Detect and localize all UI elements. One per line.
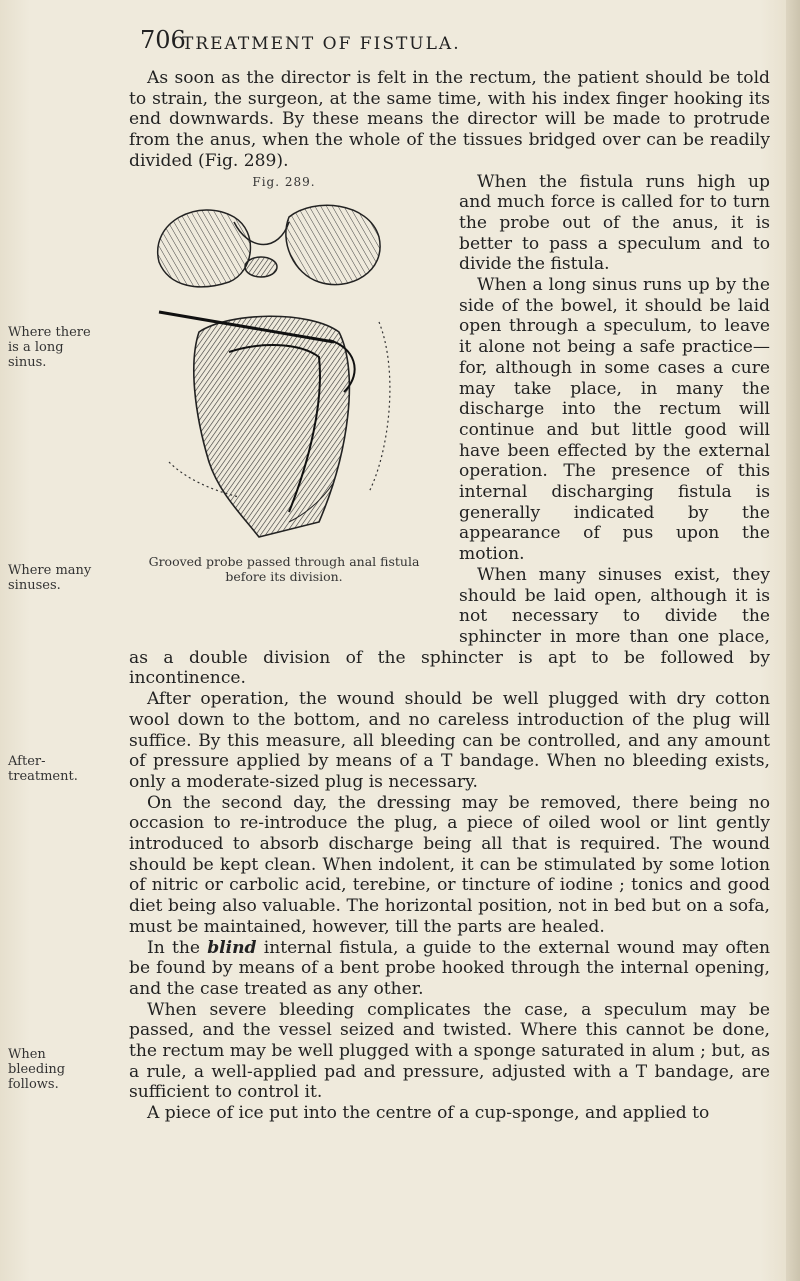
page-number: 706 [140, 26, 186, 54]
anal-fistula-probe-engraving-icon [139, 192, 429, 552]
paragraph-9: A piece of ice put into the centre of a cup-sponge, and applied to [147, 1103, 710, 1124]
figure-289 [119, 172, 449, 630]
paragraph-5: After operation, the wound should be well plugged with dry cotton wool down to the bottom, and no careless introduction of the plug will suffice. By this measure, all bleeding can be controlled, and any amount of pressure applied by means of a T bandage. When no bleeding exists, only a moderate-sized plug is necessary. [129, 689, 770, 792]
margin-note-many-sinuses: Where many sinuses. [8, 563, 92, 593]
margin-note-after-treatment: After-treatment. [8, 754, 78, 784]
paragraph-6: On the second day, the dressing may be removed, there being no occasion to re-introduce the plug, a piece of oiled wool or lint gently introduced to absorb discharge being all that is required. The wound should be kept clean. When indolent, it can be stimulated by some lotion of nitric or carbolic acid, terebine, or tincture of iodine ; tonics and good diet being also valuable. The horizontal position, not in bed but on a sofa, must be maintained, however, till the parts are healed. [129, 792, 770, 937]
paragraph-1: As soon as the director is felt in the rectum, the patient should be told to strain, the surgeon, at the same time, with his index finger hooking its end downwards. By these means the director will be made to protrude from the anus, when the whole of the tissues bridged over can be readily divided (Fig. 289). [129, 68, 770, 171]
figure-caption-line-2: before its division. [225, 568, 343, 584]
paragraph-7-emphasis: blind [207, 937, 257, 958]
paragraph-8: When severe bleeding complicates the case, a speculum may be passed, and the vessel seized and twisted. Where this cannot be done, the rectum may be well plugged with a sponge saturated in alum ; but, as a rule, a well-applied pad and pressure, adjusted with a T bandage, are sufficient to control it. [129, 999, 770, 1103]
paragraph-7 [129, 938, 770, 1000]
paragraph-2: When the fistula runs high up and much force is called for to turn the probe out of the anus, it is better to pass a speculum and to divide the fistula. [459, 171, 770, 275]
paragraph-7-end: internal fistula, a guide to the external wound may often be found by means of a bent probe hooked through the internal opening, and the case treated as any other. [129, 937, 770, 999]
margin-note-bleeding: When bleeding follows. [8, 1047, 66, 1092]
paragraph-7-start: In the [147, 937, 208, 958]
margin-note-long-sinus: Where there is a long sinus. [8, 325, 91, 370]
paragraph-4: When many sinuses exist, they should be laid open, although it is not necessary to divide the sphincter in more than one place, as a double division of the sphincter is apt to be followed by incontinence. [129, 564, 770, 689]
paragraph-3: When a long sinus runs up by the side of the bowel, it should be laid open through a speculum, to leave it alone not being a safe practice—for, although in some cases a cure may take place, in many the discharge into the rectum will continue and but little good will have been effected by the external operation. The presence of this internal discharging fistula is generally indicated by the appearance of pus upon the motion. [459, 275, 770, 565]
page-header [140, 26, 740, 66]
page-edge [786, 0, 800, 1281]
figure-label: Fig. 289. [252, 174, 316, 189]
figure-caption-line-1: Grooved probe passed through anal fistula [148, 553, 420, 569]
figure-caption [119, 554, 449, 584]
running-title: TREATMENT OF FISTULA. [182, 34, 461, 54]
body-text [129, 68, 770, 1124]
